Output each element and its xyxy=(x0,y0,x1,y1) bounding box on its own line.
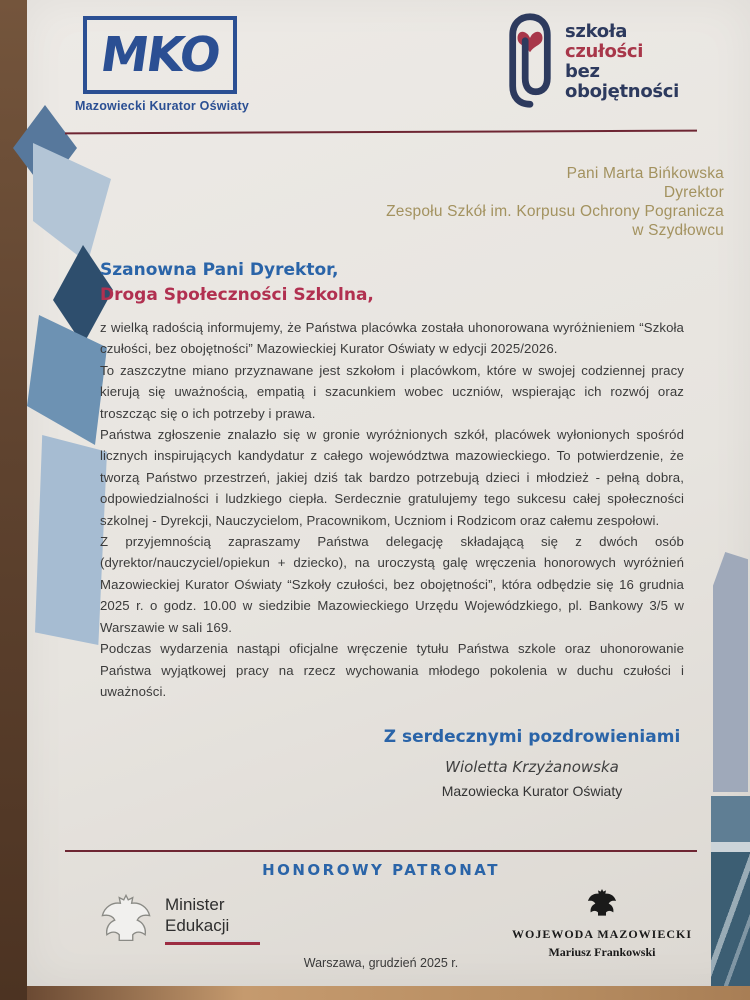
voivode-block xyxy=(492,886,712,960)
decor-diamond xyxy=(33,143,111,263)
minister-wordmark xyxy=(165,894,260,945)
recipient-city: w Szydłowcu xyxy=(632,222,724,239)
decor-band xyxy=(711,796,750,842)
paragraph-1: z wielką radością informujemy, że Państwa placówka została uhonorowana wyróżnieniem “Szkoła czułości, bez obojętności” Mazowieckiej Kurator Oświaty w edycji 2025/2026. xyxy=(100,320,684,357)
polish-eagle-icon xyxy=(586,886,618,920)
voivode-title: WOJEWODA MAZOWIECKI xyxy=(511,927,692,941)
recipient-school: Zespołu Szkół im. Korpusu Ochrony Pogranicza xyxy=(386,203,724,220)
decor-band xyxy=(711,852,750,986)
decor-diamond xyxy=(35,435,107,645)
program-word-3: bez xyxy=(565,61,600,82)
footer-divider-rule xyxy=(65,850,697,852)
recipient-role: Dyrektor xyxy=(663,184,724,201)
program-word-4: obojętności xyxy=(565,81,680,102)
voivode-name: Mariusz Frankowski xyxy=(548,945,656,959)
program-word-1: szkoła xyxy=(565,21,628,42)
decor-diamond xyxy=(27,315,107,445)
signer-title: Mazowiecka Kurator Oświaty xyxy=(441,783,623,799)
salutation xyxy=(100,258,374,308)
signoff: Z serdecznymi pozdrowieniami xyxy=(383,727,681,747)
heart-icon xyxy=(518,32,543,53)
paragraph-3: Państwa zgłoszenie znalazło się w gronie wyróżnionych szkół, placówek wyłonionych spośród licznych inspirujących kandydatur z całego województwa mazowieckiego. To potwierdzenie, że tworzą Państwo przestrzeń, jakiej dziś tak bardzo potrzebują dzieci i młodzież - pełną dobra, odpowiedzialności i ludzkiego ciepła. Serdecznie gratulujemy tego sukcesu całej społeczności szkolnej - Dyrekcji, Nauczycielom, Pracownikom, Uczniom i Rodzicom oraz całemu zespołowi. xyxy=(100,427,684,528)
polish-eagle-icon xyxy=(99,890,153,948)
table-surface-bottom xyxy=(27,986,750,1000)
paragraph-4: Z przyjemnością zapraszamy Państwa delegację składającą się z dwóch osób (dyrektor/nauczyciel/opiekun + dziecko), na uroczystą galę wręczenia honorowych wyróżnień Mazowieckiej Kurator Oświaty “Szkoły czułości, bez obojętności”, która odbędzie się 16 grudnia 2025 r. o godz. 10.00 w siedzibie Mazowieckiego Urzędu Wojewódzkiego, pl. Bankowy 3/5 w Warszawie w sali 169. xyxy=(100,534,684,635)
program-word-2: czułości xyxy=(565,41,644,62)
patronage-title: HONOROWY PATRONAT xyxy=(262,861,500,879)
recipient-block xyxy=(386,164,724,240)
minister-line-2: Edukacji xyxy=(165,915,230,935)
program-wordmark xyxy=(565,22,679,110)
letter-page xyxy=(27,0,750,986)
paragraph-5: Podczas wydarzenia nastąpi oficjalne wręczenie tytułu Państwa szkole oraz uhonorowanie Państwa wyjątkowej pracy na rzecz wychowania młodego pokolenia w duchu czułości i uważności. xyxy=(100,641,684,699)
dateline: Warszawa, grudzień 2025 r. xyxy=(303,956,459,970)
decor-band xyxy=(713,552,748,792)
salutation-line-1: Szanowna Pani Dyrektor, xyxy=(100,260,339,280)
letter-body xyxy=(100,317,684,702)
minister-line-1: Minister xyxy=(165,894,225,914)
mko-logo-caption: Mazowiecki Kurator Oświaty xyxy=(75,99,249,113)
minister-logo xyxy=(99,890,260,948)
header-divider-rule xyxy=(65,130,697,135)
mko-logo xyxy=(83,16,237,94)
poland-flag-stripe xyxy=(165,940,260,945)
paragraph-2: To zaszczytne miano przyznawane jest szkołom i placówkom, które w swojej codziennej pracy kierują się uważnością, empatią i szacunkiem wobec uczniów, wspierając ich rozwój oraz troszcząc się o ich potrzeby i prawa. xyxy=(100,362,684,421)
paperclip-icon xyxy=(513,17,548,105)
recipient-name: Pani Marta Bińkowska xyxy=(566,165,724,182)
closing-block xyxy=(347,727,717,799)
decor-band xyxy=(711,842,750,852)
mko-logo-letters: MKO xyxy=(97,27,223,83)
paperclip-heart-icon xyxy=(505,10,555,110)
program-logo xyxy=(505,10,679,110)
salutation-line-2: Droga Społeczności Szkolna, xyxy=(100,285,374,305)
signer-name: Wioletta Krzyżanowska xyxy=(445,758,619,776)
